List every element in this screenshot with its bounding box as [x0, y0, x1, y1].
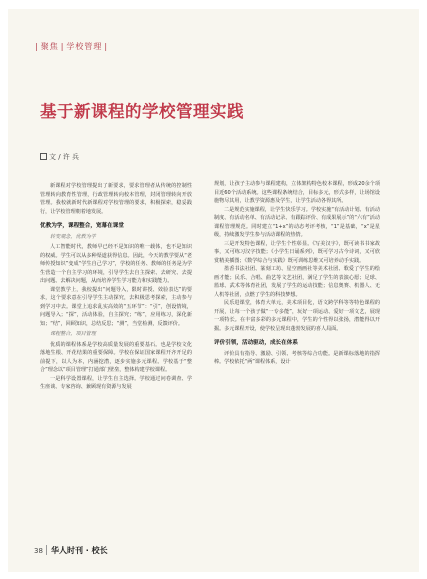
footer-divider	[46, 545, 47, 555]
paragraph: 评价具有指导、激励、引领、考核等综合功能。是新课标落地的指挥棒。学校依托“两”课程体系，设计	[214, 350, 380, 365]
section-topic: 学校管理	[66, 42, 103, 51]
subsection-heading: 课程整合，项目管理	[50, 331, 96, 337]
paragraph: 新课程对学校管理提出了新要求，要求管理者从传统的控制性管理转向教育性管理，行政管理转向校本管理，封闭管理转向开放管理。我校就新时代新课程对学校管理的要求，积极探索，稳妥践行，让学校管理朝着地发展。	[40, 183, 192, 215]
author-name: 文 / 许 兵	[49, 153, 80, 161]
paragraph: 规划，让孩子主动参与课程建构，立体架构特色校本课程，形成20余个项目近60个活动系统。这些课程条统结合，目标多元，形式多样，让场馆设施物尽其用，让教学资源惠及学生，让学生活动各得其所。	[214, 181, 380, 204]
section-heading: 优教为学，课程整合，宽幕在课堂	[40, 223, 124, 229]
section-column: 聚焦	[40, 42, 59, 51]
paragraph: 墨香书法社团、篆刻工坊、星空画画社等美术社团、歌爱了学生的绘画才能；民乐、合唱、曲艺等文艺社团，满足了学生的表演心愿；足球、篮球、武术等体育社团，发展了学生的运动技能；信息奥赛、机器人、无人机等社团，点燃了学生的科技梦想。	[214, 266, 380, 298]
magazine-name: 华人时刊 · 校长	[51, 546, 108, 555]
article-title: 基于新课程的学校管理实践	[40, 102, 244, 121]
author-line	[40, 152, 79, 162]
right-column	[214, 180, 380, 367]
section-heading: 评价引领，活动驱动，成长在体系	[214, 340, 298, 346]
paragraph: 二是规范实施课程，让学生快乐学习。学校实施“有活动计划、有活动制度、有活动名单、有活动记录、有跟踪评价、有成果展示”的“六有”活动课程管理规范。同时建立“1+x”的动态考评考核，“1”是基础，“x”是星级，持续激发学生参与活动课程的热情。	[214, 206, 380, 238]
paragraph: 三是开发特色课程，让学生个性彰显。《写美汉字》，既可读书书家故事，又可练习汉字技能；《小学生日诵系列》，既可学习古今诗词，又可欣赏精美插图；《数学综合与实践》既可训练思维又可培养动手实践。	[214, 240, 380, 264]
paragraph: 一是科学设置课程，让学生自主选择。学校通过问卷调查、学生座谈、专家咨询、兼顾现有资源与发展	[40, 375, 192, 390]
section-tag: | 聚焦 | 学校管理 |	[35, 42, 109, 51]
paragraph: 民乐进课堂，体育大单元，美术项目化，语文跨学科等等特色课程的开展，让每一个孩子做“一专多能”，玩好一项运动、爱好一项文艺，展现一项特长。在丰富多彩的多元课程中，学生的个性得以张扬，潜能得以开掘。多元课程开设，使学校呈现出蓬勃发展的喜人局面。	[214, 300, 380, 332]
left-column	[40, 182, 192, 392]
page-number: 38	[34, 547, 43, 555]
paragraph: 优质的课程体系是学校高质量发展的重要基石。也是学校文化落地生根、开花结果的重要保障。学校在保证国家课程开齐开足的前提下，以人为本，内涵挖潜，逐步实施多元课程。学校基于“整合”理念以“项目管理”打通部门壁垒，整体构建学校课程。	[40, 341, 192, 373]
subsection-heading: 转变观念，优教为学	[50, 233, 96, 240]
paragraph: 课堂教学上，我校提出“问题导入，限时讲授、效验表达”的要求，这个要求意在引导学生主动探究，去积极思考探索，主动参与到学习中去。课堂上追求乱实高效的“五环节”：“引”，创设情境，问题导入；“探”，活动体验，自主探究；“练”，应用练习，深化新知；“结”，回顾知识，总结反思；“测”，当堂检测，反馈评价。	[40, 286, 192, 327]
paragraph: 人工智能时代，教师早已经不是知识的唯一载体，也不是知识的权威。学生可以从多种渠道获得信息。因此，今天的教学要从“老师传授知识”变成“学生自己学习”，学校的任务、教师的任务是为学生营造一个自主学习的环境，引导学生去自主探索、去研究、去提出问题、去解决问题，从而培养学生学习能力和实践能力。	[40, 244, 192, 284]
square-icon	[40, 153, 47, 160]
